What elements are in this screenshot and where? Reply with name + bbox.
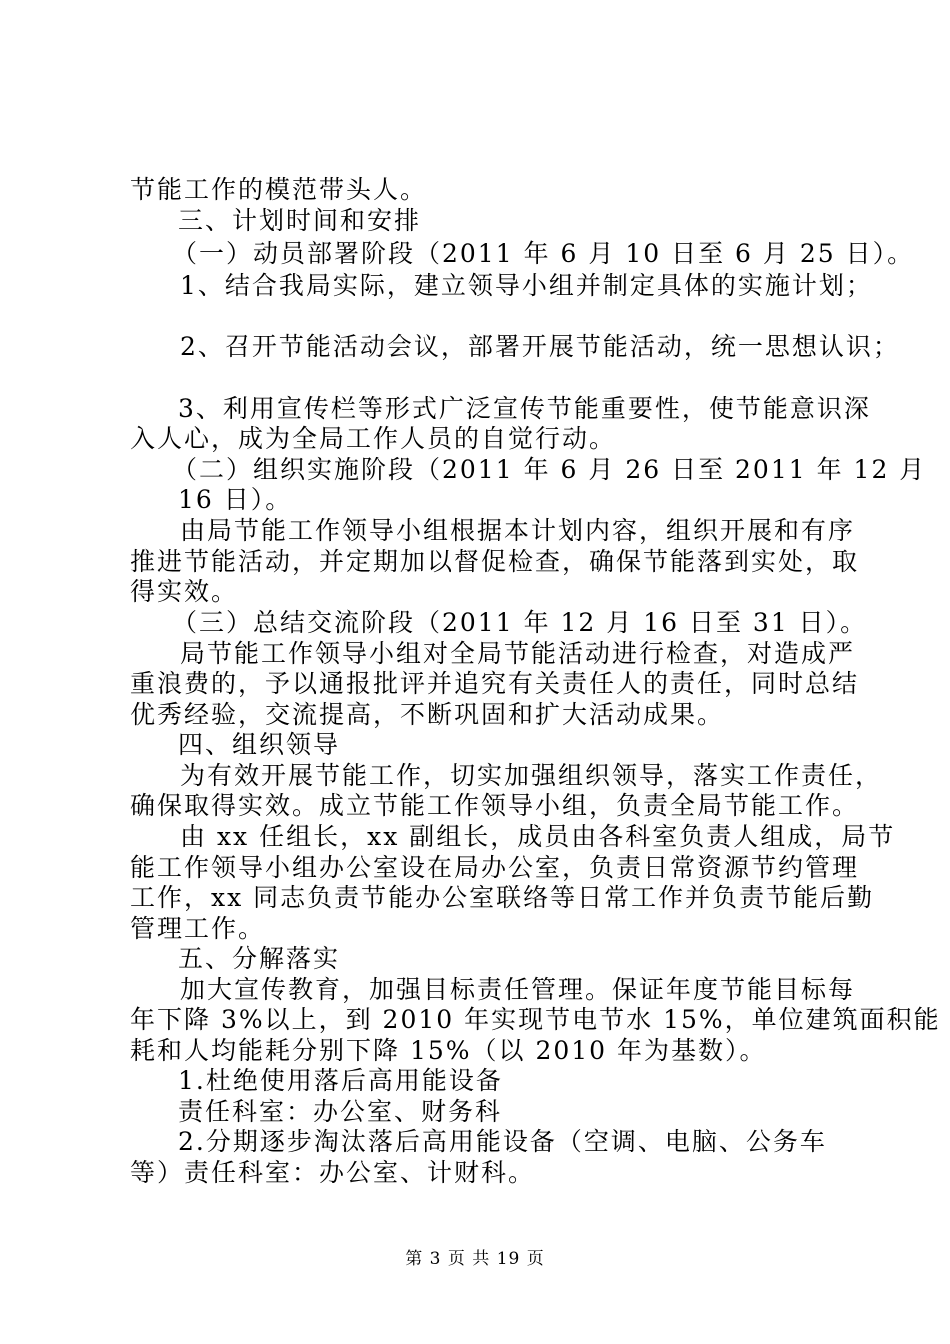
text-line: 重浪费的，予以通报批评并追究有关责任人的责任，同时总结 [130, 669, 860, 698]
text-line: 能工作领导小组办公室设在局办公室，负责日常资源节约管理 [130, 853, 860, 882]
text-line: 得实效。 [130, 577, 239, 606]
text-line: 优秀经验，交流提高，不断巩固和扩大活动成果。 [130, 700, 725, 729]
page-footer: 第 3 页 共 19 页 [405, 1249, 545, 1269]
subsection-heading: （一）动员部署阶段（2011 年 6 月 10 日至 6 月 25 日）。 [172, 239, 915, 268]
text-line: 确保取得实效。成立节能工作领导小组，负责全局节能工作。 [130, 791, 860, 820]
subsection-heading: （二）组织实施阶段（2011 年 6 月 26 日至 2011 年 12 月 [172, 455, 927, 484]
text-line: 16 日）。 [178, 485, 293, 514]
text-line: 局节能工作领导小组对全局节能活动进行检查，对造成严 [180, 639, 856, 668]
text-line: 为有效开展节能工作，切实加强组织领导，落实工作责任， [180, 761, 883, 790]
section-heading: 五、分解落实 [178, 944, 341, 973]
text-line: 推进节能活动，并定期加以督促检查，确保节能落到实处，取 [130, 547, 860, 576]
text-line: 加大宣传教育，加强目标责任管理。保证年度节能目标每 [180, 975, 856, 1004]
text-line: 耗和人均能耗分别下降 15%（以 2010 年为基数）。 [130, 1036, 767, 1065]
section-heading: 四、组织领导 [178, 730, 341, 759]
section-heading: 三、计划时间和安排 [178, 206, 422, 235]
text-line: 管理工作。 [130, 914, 266, 943]
text-line: 年下降 3%以上，到 2010 年实现节电节水 15%，单位建筑面积能 [130, 1005, 941, 1034]
text-line: 工作，xx 同志负责节能办公室联络等日常工作并负责节能后勤 [130, 883, 875, 912]
list-item: 2.分期逐步淘汰落后高用能设备（空调、电脑、公务车 [178, 1127, 827, 1156]
subsection-heading: （三）总结交流阶段（2011 年 12 月 16 日至 31 日）。 [172, 608, 868, 637]
list-item: 1.杜绝使用落后高用能设备 [178, 1066, 503, 1095]
text-line: 1、结合我局实际，建立领导小组并制定具体的实施计划； [180, 271, 873, 300]
text-line: 入人心，成为全局工作人员的自觉行动。 [130, 424, 617, 453]
text-line: 等）责任科室：办公室、计财科。 [130, 1158, 536, 1187]
text-line: 节能工作的模范带头人。 [130, 175, 428, 204]
text-line: 2、召开节能活动会议，部署开展节能活动，统一思想认识； [180, 332, 900, 361]
text-line: 3、利用宣传栏等形式广泛宣传节能重要性，使节能意识深 [178, 394, 871, 423]
text-line: 责任科室：办公室、财务科 [178, 1097, 503, 1126]
text-line: 由局节能工作领导小组根据本计划内容，组织开展和有序 [180, 516, 856, 545]
text-line: 由 xx 任组长，xx 副组长，成员由各科室负责人组成，局节 [180, 822, 896, 851]
